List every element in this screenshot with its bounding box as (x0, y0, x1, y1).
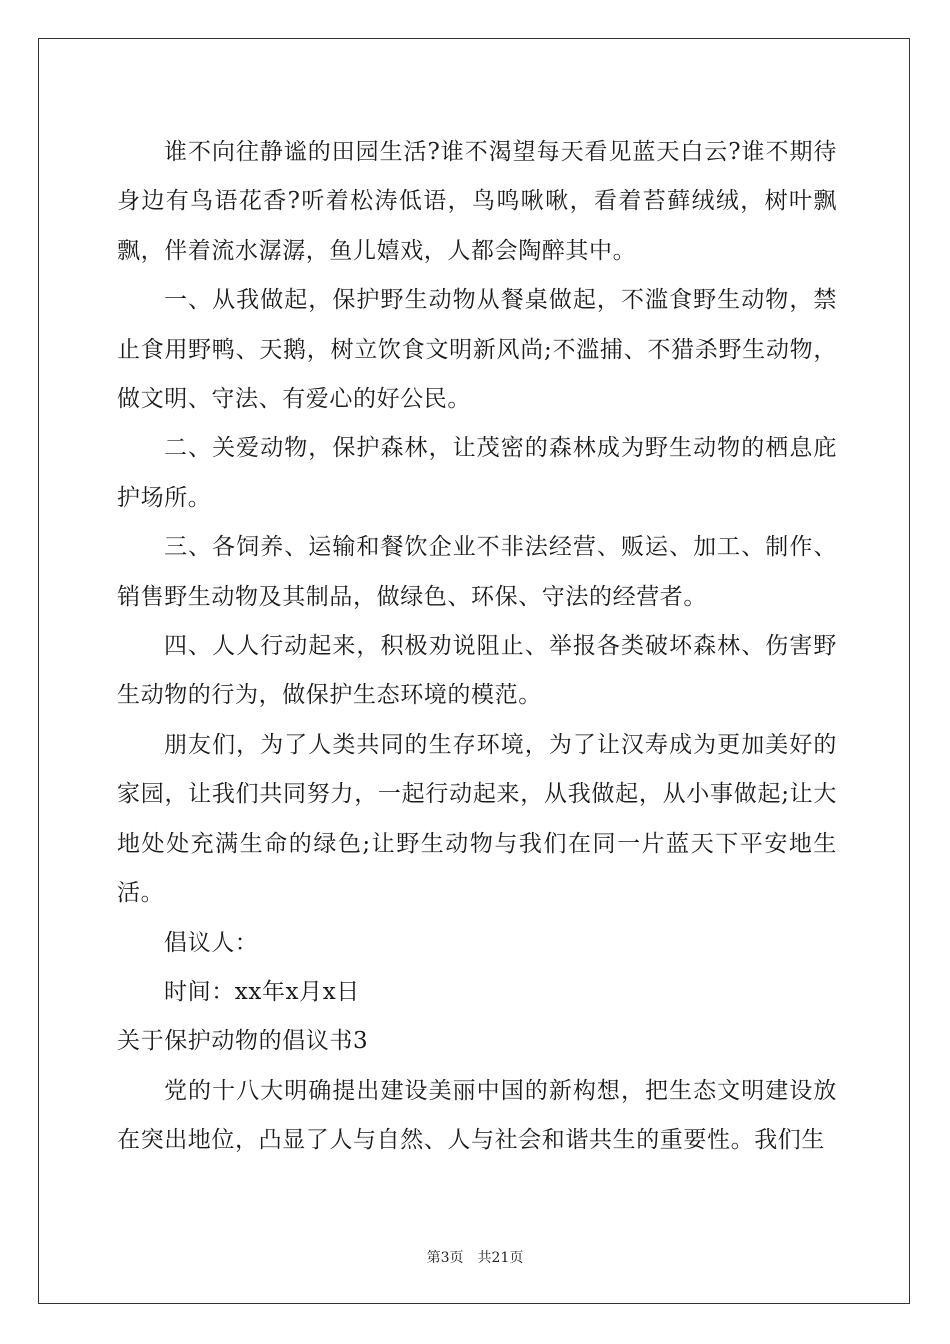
paragraph-item-3: 三、各饲养、运输和餐饮企业不非法经营、贩运、加工、制作、销售野生动物及其制品，做绿色、环保、守法的经营者。 (117, 534, 837, 610)
section-heading: 关于保护动物的倡议书3 (117, 1028, 369, 1055)
paragraph-section-3-start: 党的十八大明确提出建设美丽中国的新构想，把生态文明建设放在突出地位，凸显了人与自然、人与社会和谐共生的重要性。我们生 (117, 1077, 837, 1154)
page-number: 第3页 (426, 1250, 464, 1266)
paragraph-item-2: 二、关爱动物，保护森林，让茂密的森林成为野生动物的栖息庇护场所。 (117, 435, 837, 511)
page-total: 共21页 (477, 1250, 524, 1266)
paragraph-closing: 朋友们，为了人类共同的生存环境，为了让汉寿成为更加美好的家园，让我们共同努力，一起行动起来，从我做起，从小事做起;让大地处处充满生命的绿色;让野生动物与我们在同一片蓝天下平安地生活。 (117, 731, 837, 907)
paragraph-item-4: 四、人人行动起来，积极劝说阻止、举报各类破坏森林、伤害野生动物的行为，做保护生态环境的模范。 (117, 633, 837, 709)
page-footer (0, 1247, 950, 1267)
date-line: 时间：xx年x月x日 (164, 978, 360, 1005)
signature-line: 倡议人： (164, 929, 259, 956)
paragraph-item-1: 一、从我做起，保护野生动物从餐桌做起，不滥食野生动物，禁止食用野鸭、天鹅，树立饮食文明新风尚;不滥捕、不猎杀野生动物，做文明、守法、有爱心的好公民。 (117, 287, 837, 413)
document-body (117, 128, 837, 1166)
paragraph-intro: 谁不向往静谧的田园生活?谁不渴望每天看见蓝天白云?谁不期待身边有鸟语花香?听着松涛低语，鸟鸣啾啾，看着苔藓绒绒，树叶飘飘，伴着流水潺潺，鱼儿嬉戏，人都会陶醉其中。 (117, 139, 837, 264)
